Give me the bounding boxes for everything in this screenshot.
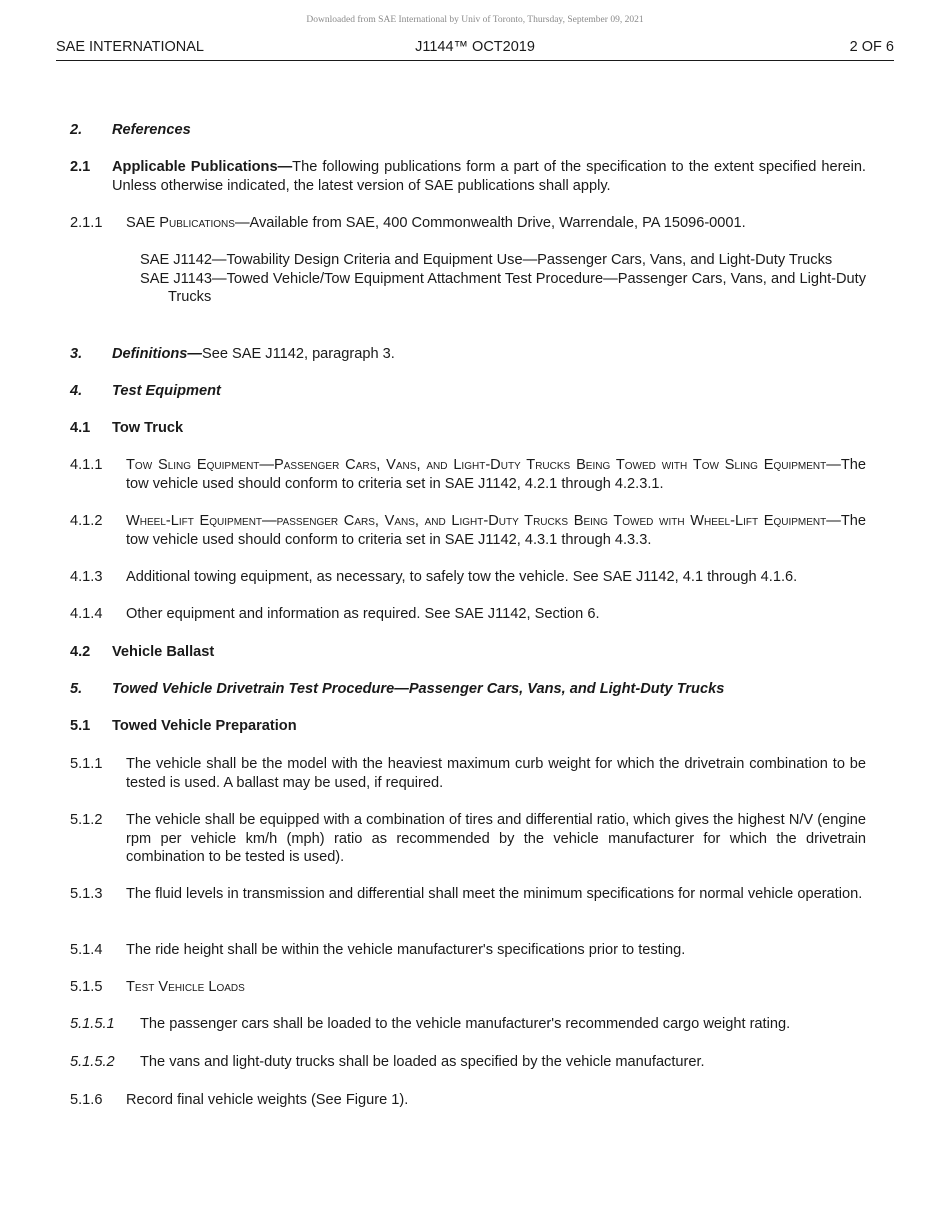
reference-item: SAE J1142—Towability Design Criteria and Equipment Use—Passenger Cars, Vans, and Light-Duty Trucks bbox=[140, 252, 833, 268]
section-5-1-5 bbox=[70, 978, 866, 997]
section-2-1 bbox=[70, 158, 866, 195]
section-heading: Definitions— bbox=[112, 346, 202, 362]
section-number: 5.1.5 bbox=[70, 979, 103, 995]
section-4-1-3 bbox=[70, 568, 866, 587]
section-text: The vehicle shall be equipped with a combination of tires and differential ratio, which gives the highest N/V (engine rpm per vehicle km/h (mph) ratio as recommended by the vehicle manufacturer for which the drivetrain combination to be tested is used). bbox=[126, 812, 866, 865]
section-5-1-1 bbox=[70, 755, 866, 792]
section-text: The fluid levels in transmission and differential shall meet the minimum specifications for normal vehicle operation. bbox=[126, 886, 863, 902]
section-heading: Towed Vehicle Drivetrain Test Procedure—Passenger Cars, Vans, and Light-Duty Trucks bbox=[112, 681, 725, 697]
section-5-1-5-2 bbox=[70, 1053, 866, 1072]
section-5-1-4 bbox=[70, 941, 866, 960]
section-2-1-1 bbox=[70, 214, 866, 233]
section-2 bbox=[70, 121, 866, 140]
section-5-1-5-1 bbox=[70, 1015, 866, 1034]
section-number: 5.1.4 bbox=[70, 942, 103, 958]
section-3 bbox=[70, 345, 866, 364]
section-5-1 bbox=[70, 717, 866, 736]
section-number: 4.1.3 bbox=[70, 569, 103, 585]
section-heading: Wheel-Lift Equipment—passenger Cars, Vans, and Light-Duty Trucks Being Towed with Wheel-Lift Equipment bbox=[126, 513, 827, 529]
section-text: The ride height shall be within the vehicle manufacturer's specifications prior to testing. bbox=[126, 942, 686, 958]
section-text: The vans and light-duty trucks shall be loaded as specified by the vehicle manufacturer. bbox=[140, 1054, 705, 1070]
section-text: The passenger cars shall be loaded to the vehicle manufacturer's recommended cargo weight rating. bbox=[140, 1016, 791, 1032]
section-text: The following publications form a part of the specification to the extent specified herein. Unless otherwise indicated, the latest version of SAE publications shall apply. bbox=[112, 159, 866, 194]
header-doc-id: J1144™ OCT2019 bbox=[415, 39, 535, 55]
section-text: Record final vehicle weights (See Figure 1). bbox=[126, 1092, 409, 1108]
section-heading: Test Vehicle Loads bbox=[126, 979, 245, 995]
reference-item: SAE J1143—Towed Vehicle/Tow Equipment Attachment Test Procedure—Passenger Cars, Vans, and Light-Duty Trucks bbox=[140, 270, 866, 305]
section-4-2 bbox=[70, 643, 866, 662]
section-number: 2.1.1 bbox=[70, 215, 103, 231]
section-text: —Available from SAE, 400 Commonwealth Drive, Warrendale, PA 15096-0001. bbox=[234, 215, 746, 231]
section-number: 4.1.1 bbox=[70, 457, 103, 473]
section-number: 4.1.2 bbox=[70, 513, 103, 529]
section-number: 2.1 bbox=[70, 159, 91, 175]
section-number: 4.2 bbox=[70, 644, 91, 660]
section-number: 4. bbox=[70, 383, 83, 399]
section-text: See SAE J1142, paragraph 3. bbox=[202, 346, 395, 362]
header-page-number: 2 OF 6 bbox=[849, 39, 894, 55]
section-4-1-1 bbox=[70, 456, 866, 493]
section-number: 4.1 bbox=[70, 420, 91, 436]
section-heading: SAE Publications bbox=[126, 215, 235, 231]
section-text: —The tow vehicle used should conform to criteria set in SAE J1142, 4.2.1 through 4.2.3.1. bbox=[126, 457, 866, 492]
section-number: 2. bbox=[70, 122, 83, 138]
reference-list bbox=[70, 251, 866, 307]
section-heading: Applicable Publications— bbox=[112, 159, 293, 175]
section-number: 5.1.6 bbox=[70, 1092, 103, 1108]
section-number: 5.1.2 bbox=[70, 812, 103, 828]
section-text: Additional towing equipment, as necessary, to safely tow the vehicle. See SAE J1142, 4.1 through 4.1.6. bbox=[126, 569, 798, 585]
section-4-1-2 bbox=[70, 512, 866, 549]
section-heading: Towed Vehicle Preparation bbox=[112, 718, 297, 734]
section-text: —The tow vehicle used should conform to criteria set in SAE J1142, 4.3.1 through 4.3.3. bbox=[126, 513, 866, 548]
section-4-1-4 bbox=[70, 605, 866, 624]
section-text: Other equipment and information as required. See SAE J1142, Section 6. bbox=[126, 606, 600, 622]
download-watermark: Downloaded from SAE International by Univ of Toronto, Thursday, September 09, 2021 bbox=[306, 15, 644, 25]
section-number: 5.1.1 bbox=[70, 756, 103, 772]
header-org: SAE INTERNATIONAL bbox=[56, 39, 204, 55]
section-4-1 bbox=[70, 419, 866, 438]
section-heading: Vehicle Ballast bbox=[112, 644, 215, 660]
section-heading: Tow Sling Equipment—Passenger Cars, Vans, and Light-Duty Trucks Being Towed with Tow Sling Equipment bbox=[126, 457, 827, 473]
section-number: 5.1 bbox=[70, 718, 91, 734]
section-number: 5.1.3 bbox=[70, 886, 103, 902]
section-5-1-3 bbox=[70, 885, 866, 904]
section-heading: References bbox=[112, 122, 191, 138]
section-number: 5.1.5.1 bbox=[70, 1016, 115, 1032]
section-5 bbox=[70, 680, 866, 699]
section-number: 3. bbox=[70, 346, 83, 362]
section-number: 5. bbox=[70, 681, 83, 697]
page-header bbox=[56, 38, 894, 61]
section-4 bbox=[70, 382, 866, 401]
section-number: 5.1.5.2 bbox=[70, 1054, 115, 1070]
section-5-1-6 bbox=[70, 1091, 866, 1110]
section-heading: Tow Truck bbox=[112, 420, 184, 436]
section-number: 4.1.4 bbox=[70, 606, 103, 622]
section-text: The vehicle shall be the model with the heaviest maximum curb weight for which the drivetrain combination to be tested is used. A ballast may be used, if required. bbox=[126, 756, 866, 791]
section-5-1-2 bbox=[70, 811, 866, 867]
section-heading: Test Equipment bbox=[112, 383, 221, 399]
